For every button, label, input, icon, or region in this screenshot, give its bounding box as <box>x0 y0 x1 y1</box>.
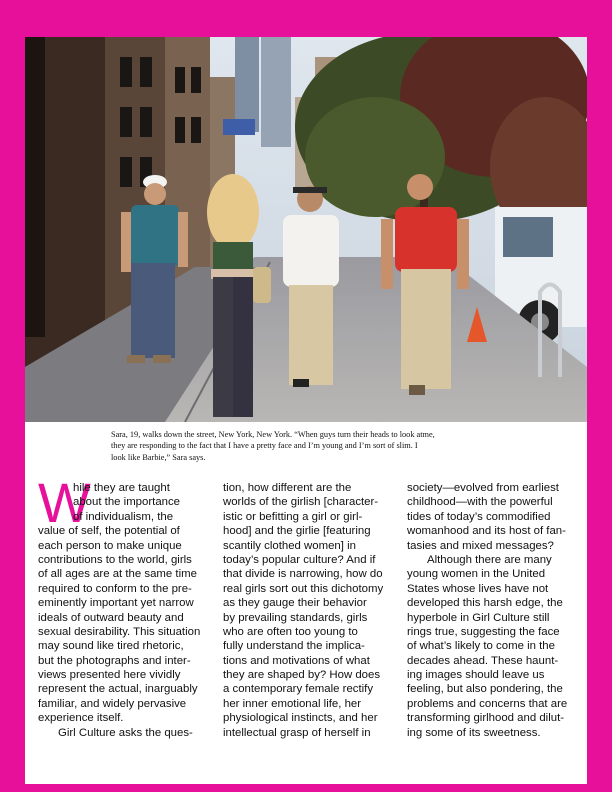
text-line: real girls sort out this dichotomy <box>223 582 384 595</box>
article-column-2 <box>223 481 395 740</box>
text-line: about the importance <box>73 496 181 509</box>
text-line: developed this harsh edge, the <box>407 597 563 610</box>
text-line: intellectual grasp of herself in <box>223 726 371 739</box>
photo-caption <box>111 429 531 463</box>
text-line: fully understand the implica- <box>223 640 365 653</box>
text-line: by prevailing standards, girls <box>223 611 368 624</box>
text-line: may sound like tired rhetoric, <box>38 640 184 653</box>
text-line: represent the actual, inarguably <box>38 683 198 696</box>
text-line: views presented here vividly <box>38 669 181 682</box>
text-line: contributions to the world, girls <box>38 553 192 566</box>
text-line: decades ahead. These haunt- <box>407 654 559 667</box>
text-line: value of self, the potential of <box>38 525 180 538</box>
article-column-3 <box>407 481 579 740</box>
text-line: Although there are many <box>427 553 552 566</box>
text-line: ideals of outward beauty and <box>38 611 184 624</box>
text-line: transforming girlhood and dilut- <box>407 712 565 725</box>
text-line: physiological instincts, and her <box>223 712 378 725</box>
text-line: worlds of the girlish [character- <box>223 496 379 509</box>
text-line: hile they are taught <box>73 482 170 494</box>
text-line: ing some of its sweetness. <box>407 726 541 739</box>
text-line: tides of today’s commodified <box>407 510 551 523</box>
text-line: today’s popular culture? And if <box>223 553 376 566</box>
text-line: rings true, suggesting the face <box>407 625 560 638</box>
caption-line: Sara, 19, walks down the street, New York, New York. “When guys turn their heads to look atme, <box>111 430 435 439</box>
caption-line: look like Barbie,” Sara says. <box>111 452 206 462</box>
text-line: as they gauge their behavior <box>223 597 367 610</box>
text-line: her inner emotional life, her <box>223 697 362 710</box>
text-line: childhood—with the powerful <box>407 496 553 509</box>
text-line: States whose lives have not <box>407 582 549 595</box>
text-line: problems and concerns that are <box>407 697 568 710</box>
drop-cap: W <box>38 471 91 534</box>
text-line: of all ages are at the same time <box>38 568 197 581</box>
text-line: society—evolved from earliest <box>407 482 559 494</box>
text-line: eminently important yet narrow <box>38 597 194 610</box>
text-line: a contemporary female rectify <box>223 683 374 696</box>
text-line: feeling, but also pondering, the <box>407 683 563 696</box>
text-line: of what’s likely to come in the <box>407 640 555 653</box>
text-line: istic or befitting a girl or girl- <box>223 510 363 523</box>
text-line: hyperbole in Girl Culture still <box>407 611 550 624</box>
text-line: required to conform to the pre- <box>38 582 192 595</box>
text-line: ing images should leave us <box>407 669 545 682</box>
text-line: tasies and mixed messages? <box>407 539 554 552</box>
text-line: tion, how different are the <box>223 482 352 494</box>
text-line: of individualism, the <box>73 510 174 523</box>
text-line: experience itself. <box>38 712 124 725</box>
street-photo <box>25 37 587 422</box>
article-column-1 <box>38 481 210 740</box>
text-line: sexual desirability. This situation <box>38 625 201 638</box>
magazine-page <box>25 37 587 784</box>
text-line: familiar, and widely pervasive <box>38 697 187 710</box>
caption-line: they are responding to the fact that I have a pretty face and I’m young and I’m sort of slim. I <box>111 441 418 451</box>
text-line: young women in the United <box>407 568 546 581</box>
text-line: but the photographs and inter- <box>38 654 191 667</box>
text-line: who are often too young to <box>223 625 358 638</box>
text-line: each person to make unique <box>38 539 182 552</box>
text-line: scantily clothed women] in <box>223 539 356 552</box>
text-line: they are shaped by? How does <box>223 669 381 682</box>
text-line: Girl Culture asks the ques- <box>58 726 193 739</box>
text-line: womanhood and its host of fan- <box>407 525 566 538</box>
text-line: tions and motivations of what <box>223 654 370 667</box>
text-line: hood] and the girlie [featuring <box>223 525 371 538</box>
photo-illustration <box>25 37 587 422</box>
text-line: that divide is narrowing, how do <box>223 568 383 581</box>
